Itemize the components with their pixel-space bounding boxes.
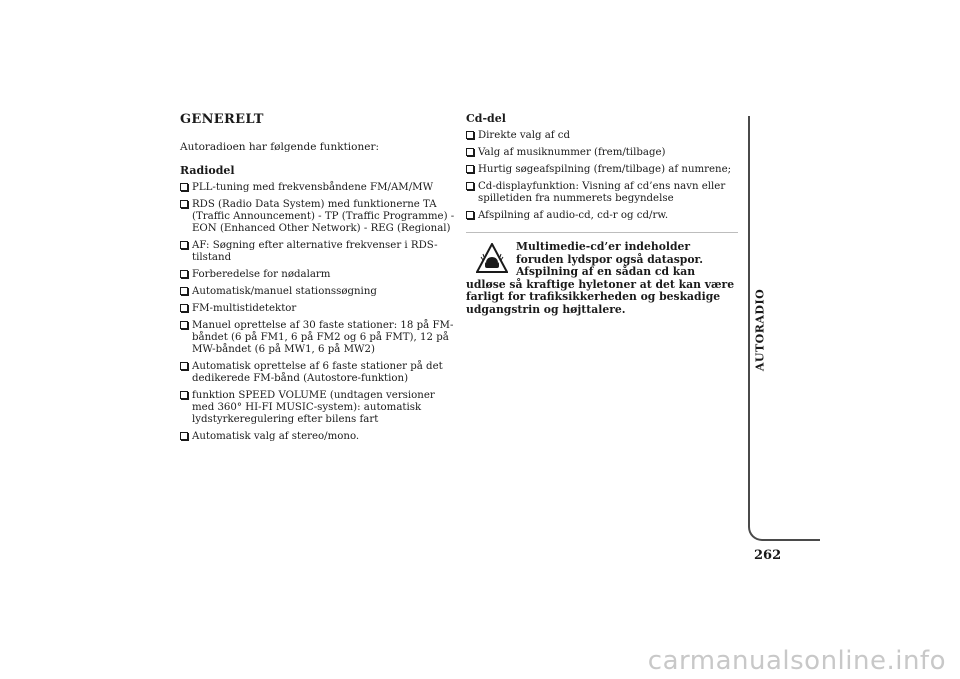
list-item-text: Valg af musiknummer (frem/tilbage)	[478, 147, 666, 158]
intro-text: Autoradioen har følgende funktioner:	[180, 141, 380, 153]
checkbox-bullet-icon	[180, 287, 188, 295]
list-item-text: Automatisk oprettelse af 6 faste stationer på det dedikerede FM-bånd (Autostore-funktion)	[192, 361, 443, 384]
page-number: 262	[754, 548, 782, 563]
watermark-text: carmanualsonline.info	[647, 646, 946, 676]
list-item-text: Direkte valg af cd	[478, 130, 571, 141]
list-item-text: Automatisk valg af stereo/mono.	[192, 431, 360, 442]
list-item	[180, 361, 455, 385]
list-item-text: Afspilning af audio-cd, cd-r og cd/rw.	[478, 210, 669, 221]
list-item	[180, 182, 455, 194]
list-item	[466, 164, 738, 176]
checkbox-bullet-icon	[466, 211, 474, 219]
cd-feature-list	[466, 130, 738, 222]
checkbox-bullet-icon	[180, 241, 188, 249]
left-column	[180, 112, 455, 448]
checkbox-bullet-icon	[180, 270, 188, 278]
list-item	[180, 303, 455, 315]
list-item-text: FM-multistidetektor	[192, 303, 297, 314]
checkbox-bullet-icon	[466, 165, 474, 173]
checkbox-bullet-icon	[466, 131, 474, 139]
radio-heading: Radiodel	[180, 164, 235, 177]
radio-feature-list	[180, 182, 455, 443]
checkbox-bullet-icon	[466, 148, 474, 156]
checkbox-bullet-icon	[180, 321, 188, 329]
list-item	[180, 286, 455, 298]
list-item-text: AF: Søgning efter alternative frekvenser i RDS-tilstand	[192, 240, 438, 263]
list-item	[180, 390, 455, 426]
warning-note	[466, 241, 738, 316]
list-item-text: Manuel oprettelse af 30 faste stationer: 18 på FM-båndet (6 på FM1, 6 på FM2 og 6 på FMT), 12 på MW-båndet (6 på MW1, 6 på MW2)	[192, 320, 454, 355]
list-item-text: Hurtig søgeafspilning (frem/tilbage) af numrene;	[478, 164, 732, 175]
list-item	[180, 269, 455, 281]
list-item	[466, 210, 738, 222]
list-item	[466, 130, 738, 142]
list-item-text: funktion SPEED VOLUME (undtagen versioner med 360° HI-FI MUSIC-system): automatisk lydstyrkeregulering efter bilens fart	[192, 390, 435, 425]
list-item	[466, 181, 738, 205]
checkbox-bullet-icon	[180, 304, 188, 312]
divider	[466, 232, 738, 233]
section-heading: GENERELT	[180, 112, 264, 127]
list-item-text: Automatisk/manuel stationssøgning	[192, 286, 377, 297]
list-item-text: RDS (Radio Data System) med funktionerne TA (Traffic Announcement) - TP (Traffic Programme) - EON (Enhanced Other Network) - REG (Regional)	[192, 199, 455, 234]
cd-heading: Cd-del	[466, 112, 506, 125]
checkbox-bullet-icon	[180, 362, 188, 370]
list-item-text: Forberedelse for nødalarm	[192, 269, 331, 280]
checkbox-bullet-icon	[180, 200, 188, 208]
checkbox-bullet-icon	[180, 183, 188, 191]
list-item	[180, 431, 455, 443]
side-section-label: AUTORADIO	[753, 288, 767, 372]
right-column	[466, 112, 738, 316]
list-item-text: PLL-tuning med frekvensbåndene FM/AM/MW	[192, 182, 434, 193]
warning-triangle-icon	[476, 243, 508, 273]
checkbox-bullet-icon	[466, 182, 474, 190]
list-item	[180, 199, 455, 235]
list-item	[180, 320, 455, 356]
list-item	[180, 240, 455, 264]
checkbox-bullet-icon	[180, 432, 188, 440]
list-item	[466, 147, 738, 159]
list-item-text: Cd-displayfunktion: Visning af cd’ens navn eller spilletiden fra nummerets begyndelse	[478, 181, 726, 204]
warning-text: Multimedie-cd’er indeholder foruden lydspor også dataspor. Afspilning af en sådan cd kan udløse så kraftige hyletoner at det kan være farligt for trafiksikkerheden og beskadige udgangstrin og højttalere.	[466, 240, 735, 316]
checkbox-bullet-icon	[180, 391, 188, 399]
